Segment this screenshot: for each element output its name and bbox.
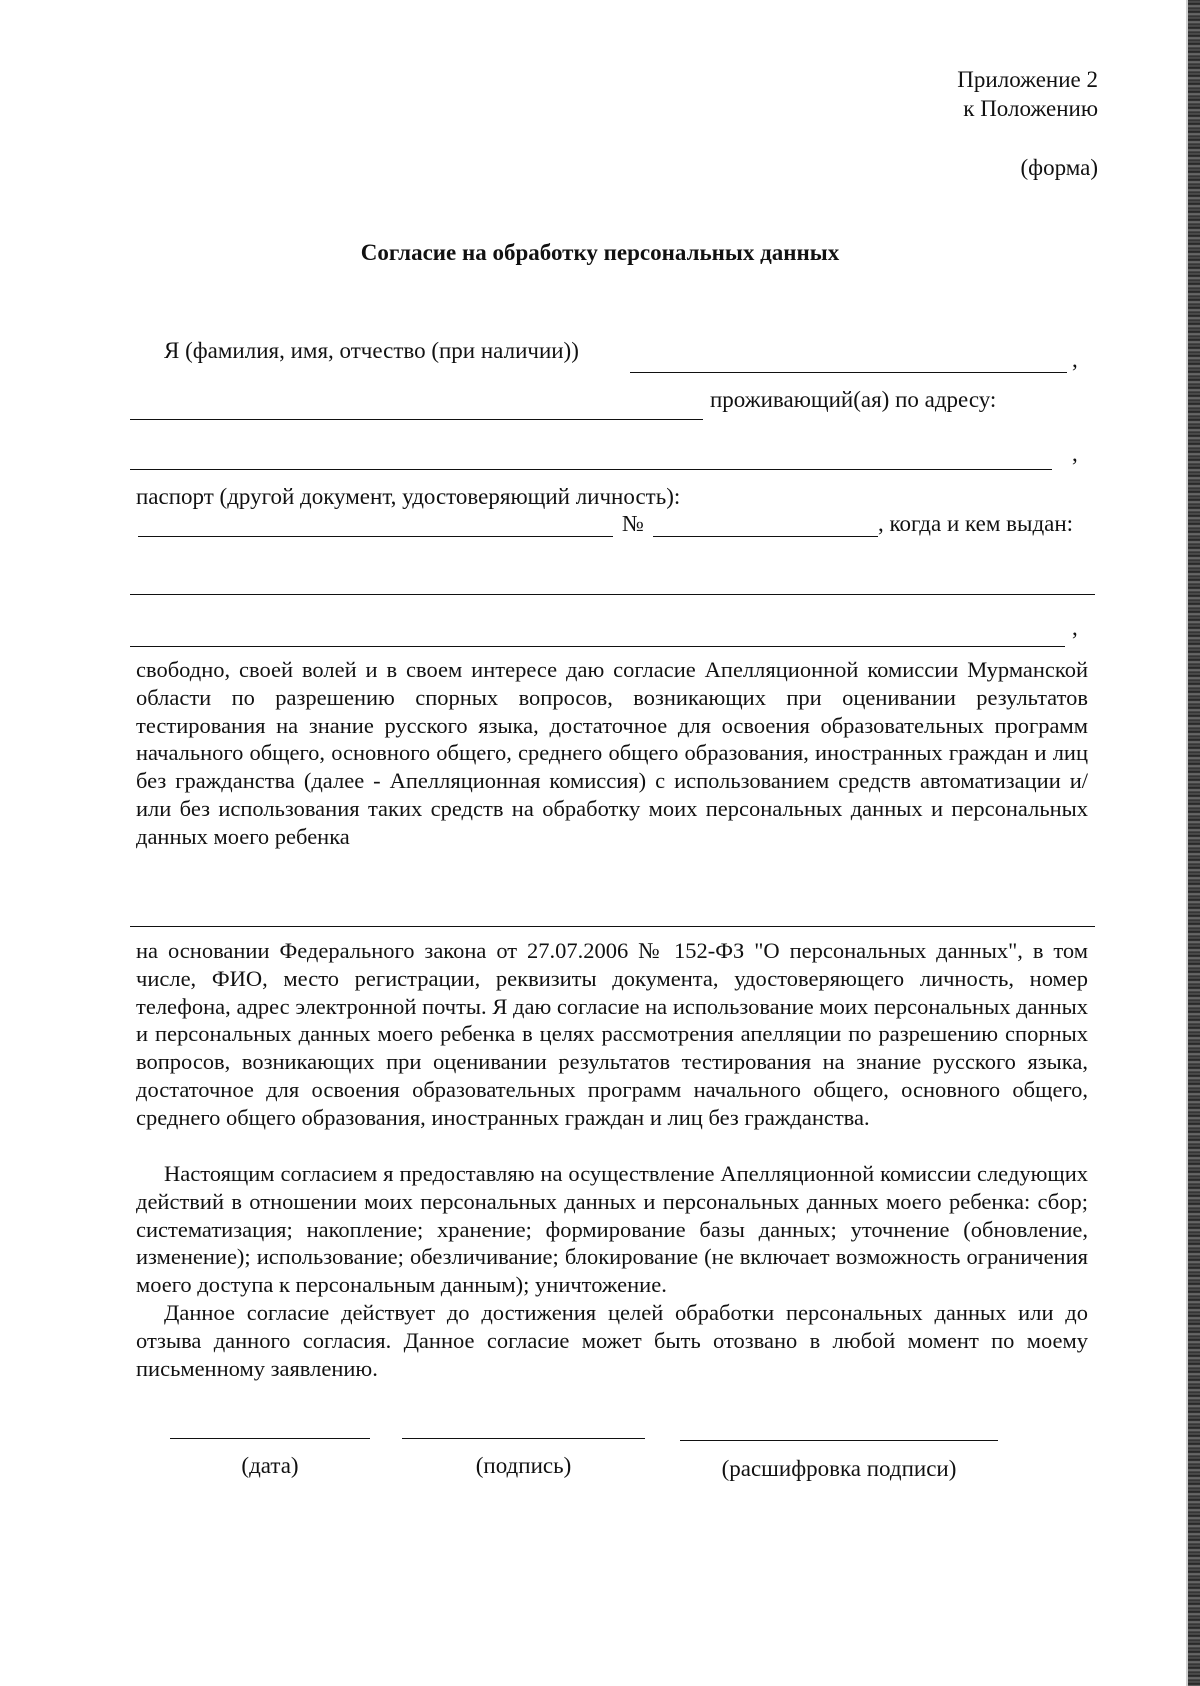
passport-label: паспорт (другой документ, удостоверяющий личность): (136, 484, 681, 509)
form-note: (форма) (1020, 155, 1098, 180)
consent-paragraph: свободно, своей волей и в своем интересе даю согласие Апелляционной комиссии Мурманской области по разрешению спорных вопросов, возникающих при оценивании результатов тестирования на знание русского языка, достаточное для освоения образовательных программ начального общего, основного общего, среднего общего образования, иностранных граждан и лиц без гражданства (далее - Апелляционная комиссия) с использованием средств автоматизации и/или без использования таких средств на обработку моих персональных данных и персональных данных моего ребенка (136, 657, 1088, 849)
issued-comma: , (1072, 615, 1078, 640)
fio-comma: , (1072, 347, 1078, 372)
validity-paragraph: Данное согласие действует до достижения целей обработки персональных данных или до отзыва данного согласия. Данное согласие может быть отозвано в любой момент по моему письменному заявлению. (136, 1300, 1088, 1381)
scan-edge-border (1186, 0, 1200, 1686)
document-title: Согласие на обработку персональных данных (360, 240, 840, 265)
number-sign: № (622, 511, 644, 536)
transcript-line[interactable] (680, 1440, 998, 1441)
date-line[interactable] (170, 1438, 370, 1439)
appendix-label: Приложение 2 (957, 67, 1098, 92)
fio-line[interactable] (630, 372, 1067, 373)
legal-basis-paragraph: на основании Федерального закона от 27.07.2006 № 152-ФЗ "О персональных данных", в том числе, ФИО, место регистрации, реквизиты документа, удостоверяющего личность, номер телефона, адрес электронной почты. Я даю согласие на использование моих персональных данных и персональных данных моего ребенка в целях рассмотрения апелляции по разрешению спорных вопросов, возникающих при оценивании результатов тестирования на знание русского языка, достаточное для освоения образовательных программ начального общего, основного общего, среднего общего образования, иностранных граждан и лиц без гражданства. (136, 938, 1088, 1130)
actions-paragraph: Настоящим согласием я предоставляю на осуществление Апелляционной комиссии следующих действий в отношении моих персональных данных и персональных данных моего ребенка: сбор; систематизация; накопление; хранение; формирование базы данных; уточнение (обновление, изменение); использование; обезличивание; блокирование (не включает возможность ограничения моего доступа к персональным данным); уничтожение. (136, 1161, 1088, 1298)
address-label: проживающий(ая) по адресу: (710, 387, 997, 412)
address-line[interactable] (130, 469, 1052, 470)
address-comma: , (1072, 441, 1078, 466)
regulation-label: к Положению (963, 96, 1098, 121)
transcript-caption: (расшифровка подписи) (721, 1456, 957, 1481)
signature-line[interactable] (402, 1438, 645, 1439)
child-name-line[interactable] (130, 926, 1095, 927)
fio-label: Я (фамилия, имя, отчество (при наличии)) (164, 338, 579, 363)
name-continuation-line[interactable] (130, 419, 703, 420)
passport-number-line[interactable] (653, 536, 878, 537)
issued-label: , когда и кем выдан: (878, 511, 1074, 536)
issued-line-1[interactable] (130, 594, 1095, 595)
signature-caption: (подпись) (475, 1453, 572, 1478)
passport-doc-line[interactable] (138, 536, 613, 537)
date-caption: (дата) (241, 1453, 299, 1478)
issued-line-2[interactable] (130, 646, 1065, 647)
